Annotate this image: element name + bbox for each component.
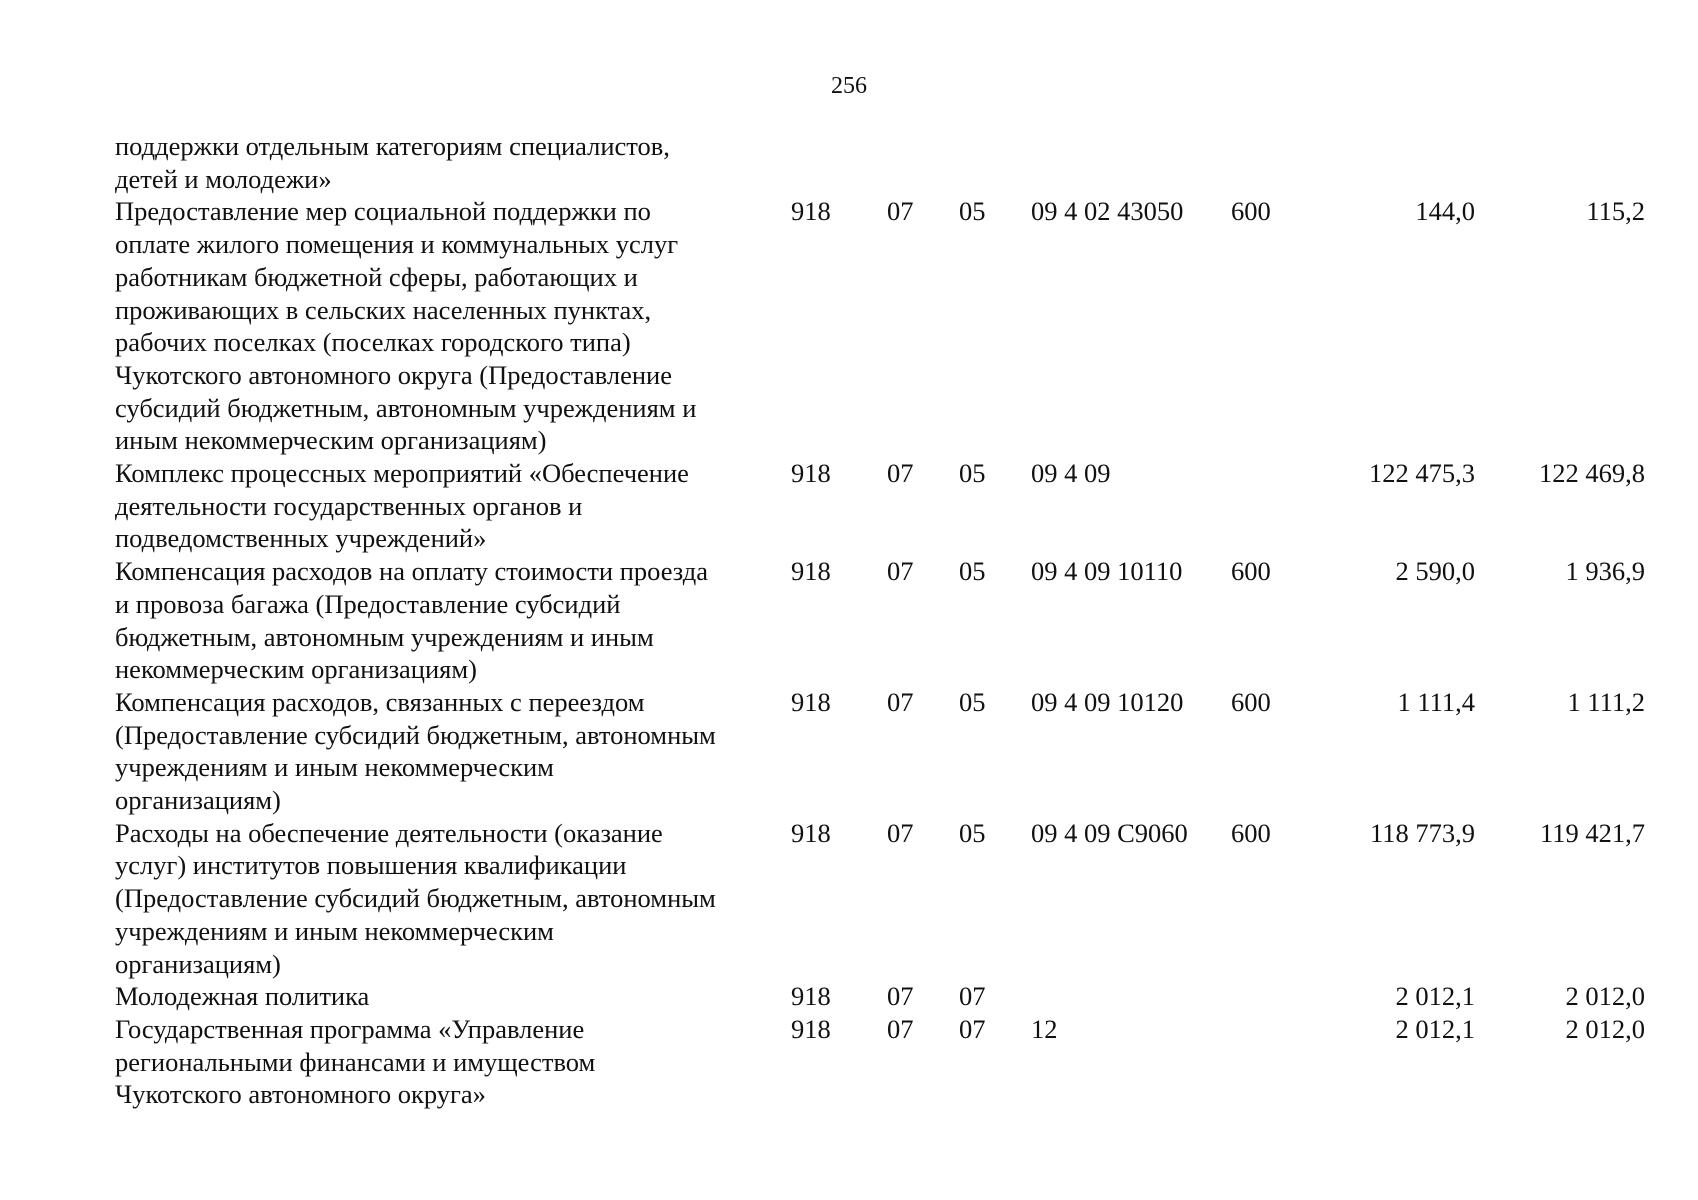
table-row	[115, 195, 1655, 457]
table-row	[115, 555, 1655, 686]
amount-planned: 2 012,1	[1395, 1013, 1475, 1044]
target-article-code: 09 4 09 С9060	[1031, 817, 1188, 848]
expense-name	[115, 195, 791, 457]
subsection-code: 05	[959, 196, 986, 227]
amount-actual: 2 012,0	[1565, 1013, 1645, 1044]
section-code: 07	[887, 686, 914, 717]
subsection-code: 07	[959, 981, 986, 1012]
expense-name-line: организациям)	[115, 785, 281, 816]
amount-planned: 2 590,0	[1395, 556, 1475, 587]
ministry-code: 918	[791, 458, 831, 489]
expense-name-line: Чукотского автономного округа (Предоставление	[115, 359, 672, 390]
expense-name-line: и провоза багажа (Предоставление субсидий	[115, 588, 621, 619]
budget-table	[115, 130, 1655, 1111]
amount-planned: 122 475,3	[1369, 458, 1475, 489]
target-article-code: 09 4 02 43050	[1031, 196, 1184, 227]
expense-name	[115, 980, 791, 1013]
expense-name-line: (Предоставление субсидий бюджетным, автономным	[115, 883, 716, 914]
expense-name	[115, 686, 791, 817]
amount-actual: 1 111,2	[1567, 686, 1645, 717]
section-code: 07	[887, 1013, 914, 1044]
ministry-code: 918	[791, 196, 831, 227]
expense-name-line: подведомственных учреждений»	[115, 523, 487, 554]
target-article-code: 09 4 09 10120	[1031, 686, 1184, 717]
ministry-code: 918	[791, 817, 831, 848]
amount-actual: 115,2	[1586, 196, 1645, 227]
expense-name-line: некоммерческим организациям)	[115, 654, 477, 685]
amount-actual: 119 421,7	[1539, 817, 1645, 848]
table-row	[115, 980, 1655, 1013]
subsection-code: 05	[959, 686, 986, 717]
expense-name	[115, 555, 791, 686]
subsection-code: 05	[959, 458, 986, 489]
expense-name-line: учреждениям и иным некоммерческим	[115, 915, 554, 946]
table-row	[115, 817, 1655, 981]
expense-name-line: услуг) институтов повышения квалификации	[115, 850, 627, 881]
expense-name-line: субсидий бюджетным, автономным учреждениям и	[115, 392, 697, 423]
expense-name-line: Чукотского автономного округа»	[115, 1079, 486, 1110]
expense-name	[115, 1013, 791, 1111]
subsection-code: 05	[959, 817, 986, 848]
expense-name-line: Компенсация расходов на оплату стоимости проезда	[115, 556, 709, 587]
section-code: 07	[887, 458, 914, 489]
subsection-code: 07	[959, 1013, 986, 1044]
amount-planned: 144,0	[1415, 196, 1475, 227]
expense-name	[115, 130, 791, 195]
expense-name-line: рабочих поселках (поселках городского типа)	[115, 327, 631, 358]
expense-name-line: (Предоставление субсидий бюджетным, автономным	[115, 719, 716, 750]
expense-name-line: поддержки отдельным категориям специалистов,	[115, 131, 670, 161]
section-code: 07	[887, 817, 914, 848]
expense-name-line: Молодежная политика	[115, 981, 370, 1012]
subsection-code: 05	[959, 556, 986, 587]
expense-name-line: учреждениям и иным некоммерческим	[115, 752, 554, 783]
target-article-code: 09 4 09 10110	[1031, 556, 1183, 587]
expense-type-code: 600	[1231, 817, 1271, 848]
expense-name-line: Компенсация расходов, связанных с переездом	[115, 686, 645, 717]
amount-planned: 2 012,1	[1395, 981, 1475, 1012]
expense-name-line: проживающих в сельских населенных пунктах,	[115, 294, 652, 325]
target-article-code: 09 4 09	[1031, 458, 1111, 489]
expense-name-line: деятельности государственных органов и	[115, 490, 583, 521]
ministry-code: 918	[791, 686, 831, 717]
amount-planned: 1 111,4	[1397, 686, 1475, 717]
expense-name-line: работникам бюджетной сферы, работающих и	[115, 261, 638, 292]
section-code: 07	[887, 981, 914, 1012]
ministry-code: 918	[791, 981, 831, 1012]
expense-type-code: 600	[1231, 556, 1271, 587]
table-row	[115, 457, 1655, 555]
expense-name-line: оплате жилого помещения и коммунальных услуг	[115, 229, 679, 260]
table-row	[115, 686, 1655, 817]
amount-planned: 118 773,9	[1369, 817, 1475, 848]
expense-name	[115, 457, 791, 555]
amount-actual: 1 936,9	[1565, 556, 1645, 587]
expense-name-line: организациям)	[115, 948, 281, 979]
table-row	[115, 130, 1655, 195]
expense-name-line: бюджетным, автономным учреждениям и иным	[115, 621, 654, 652]
target-article-code: 12	[1031, 1013, 1058, 1044]
ministry-code: 918	[791, 556, 831, 587]
table-row	[115, 1013, 1655, 1111]
page-number: 256	[831, 73, 867, 99]
ministry-code: 918	[791, 1013, 831, 1044]
expense-name-line: Расходы на обеспечение деятельности (оказание	[115, 817, 663, 848]
expense-name-line: Предоставление мер социальной поддержки по	[115, 196, 651, 227]
expense-name	[115, 817, 791, 981]
amount-actual: 122 469,8	[1539, 458, 1645, 489]
expense-name-line: Государственная программа «Управление	[115, 1013, 585, 1044]
expense-type-code: 600	[1231, 686, 1271, 717]
expense-name-line: иным некоммерческим организациям)	[115, 425, 547, 456]
amount-actual: 2 012,0	[1565, 981, 1645, 1012]
expense-type-code: 600	[1231, 196, 1271, 227]
expense-name-line: Комплекс процессных мероприятий «Обеспечение	[115, 458, 689, 489]
expense-name-line: детей и молодежи»	[115, 163, 332, 194]
expense-name-line: региональными финансами и имуществом	[115, 1046, 596, 1077]
section-code: 07	[887, 196, 914, 227]
section-code: 07	[887, 556, 914, 587]
